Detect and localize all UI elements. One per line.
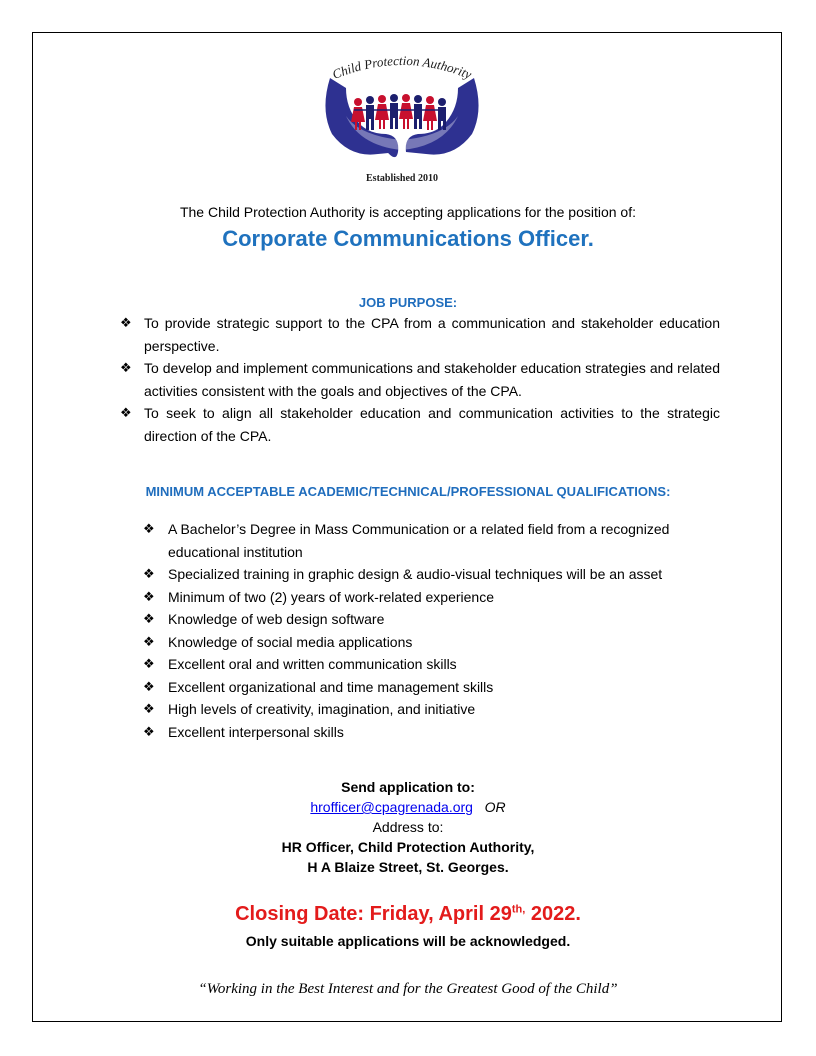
diamond-bullet-icon: ❖: [120, 360, 132, 375]
list-item: ❖ Specialized training in graphic design & audio-visual techniques will be an asset: [143, 563, 703, 586]
logo-established: Established 2010: [366, 173, 438, 184]
list-item: ❖ To provide strategic support to the CPA from a communication and stakeholder education perspective.: [120, 312, 720, 357]
diamond-bullet-icon: ❖: [143, 633, 155, 649]
email-line: [0, 797, 816, 817]
position-title: Corporate Communications Officer.: [222, 226, 594, 251]
list-item: ❖ Excellent interpersonal skills: [143, 721, 703, 744]
suitable-note: Only suitable applications will be acknowledged.: [245, 933, 571, 949]
diamond-bullet-icon: ❖: [143, 521, 155, 536]
list-item: ❖ Knowledge of social media applications: [143, 631, 703, 654]
intro-text: The Child Protection Authority is accepting applications for the position of:: [179, 204, 637, 220]
diamond-bullet-icon: ❖: [143, 656, 155, 671]
diamond-bullet-icon: ❖: [143, 588, 155, 604]
list-item: ❖ To develop and implement communications and stakeholder education strategies and related activities consistent with the goals and objectives of the CPA.: [120, 357, 720, 402]
diamond-bullet-icon: ❖: [143, 611, 155, 626]
list-item: ❖ Knowledge of web design software: [143, 608, 703, 631]
list-item: ❖ Excellent organizational and time management skills: [143, 676, 703, 699]
motto: “Working in the Best Interest and for the Greatest Good of the Child”: [198, 981, 618, 997]
diamond-bullet-icon: ❖: [120, 405, 132, 420]
application-block: [0, 777, 816, 877]
job-purpose-list: [120, 312, 720, 447]
diamond-bullet-icon: ❖: [143, 678, 155, 694]
address-line-1: HR Officer, Child Protection Authority,: [281, 839, 535, 855]
cpa-logo: [316, 50, 488, 188]
address-label: Address to:: [372, 819, 444, 835]
list-item: ❖ A Bachelor’s Degree in Mass Communication or a related field from a recognized educational institution: [143, 518, 703, 563]
diamond-bullet-icon: ❖: [143, 701, 155, 716]
qualifications-heading: MINIMUM ACCEPTABLE ACADEMIC/TECHNICAL/PROFESSIONAL QUALIFICATIONS:: [145, 484, 671, 499]
svg-text:Child Protection Authority: [330, 53, 474, 82]
email-link[interactable]: hrofficer@cpagrenada.org: [310, 799, 473, 815]
logo-arc-text: Child Protection Authority: [330, 52, 474, 82]
list-item: ❖ Minimum of two (2) years of work-related experience: [143, 586, 703, 609]
address-line-2: H A Blaize Street, St. Georges.: [307, 859, 509, 875]
job-purpose-heading: JOB PURPOSE:: [358, 295, 458, 310]
list-item: ❖ To seek to align all stakeholder education and communication activities to the strategic direction of the CPA.: [120, 402, 720, 447]
diamond-bullet-icon: ❖: [143, 723, 155, 739]
diamond-bullet-icon: ❖: [143, 566, 155, 581]
qualifications-list: [143, 518, 703, 743]
list-item: ❖ High levels of creativity, imagination, and initiative: [143, 698, 703, 721]
diamond-bullet-icon: ❖: [120, 315, 132, 330]
children-figures-icon: [351, 94, 446, 130]
send-label: Send application to:: [341, 779, 475, 795]
list-item: ❖ Excellent oral and written communication skills: [143, 653, 703, 676]
closing-date: Closing Date: Friday, April $29^{th,}$ 2022.: [235, 903, 581, 925]
or-label: OR: [484, 799, 506, 815]
